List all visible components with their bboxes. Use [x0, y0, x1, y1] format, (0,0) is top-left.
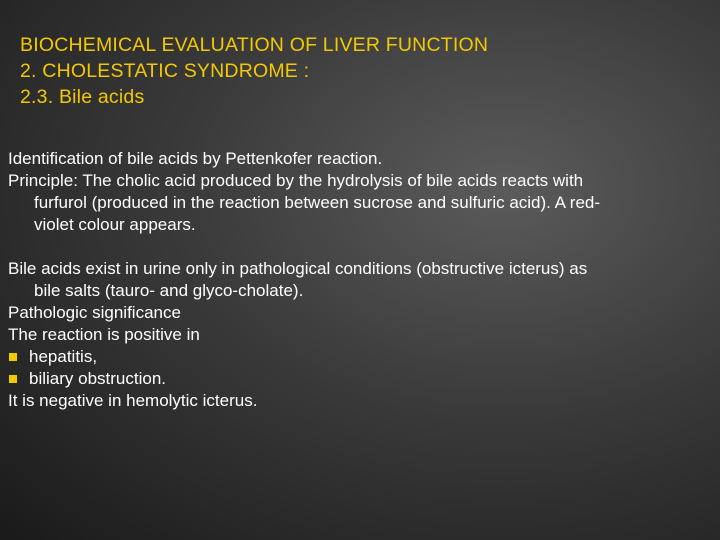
- list-item: [8, 368, 708, 390]
- pathologic-heading: Pathologic significance: [8, 303, 181, 322]
- title-line-3: 2.3. Bile acids: [20, 86, 145, 108]
- square-bullet-icon: [9, 375, 17, 383]
- bullet-text: hepatitis,: [29, 347, 98, 366]
- paragraph-spacer: [8, 236, 708, 258]
- negative-text: It is negative in hemolytic icterus.: [8, 391, 258, 410]
- principle-line-3: violet colour appears.: [34, 215, 196, 234]
- slide-body: [8, 148, 708, 412]
- slide-title: [20, 32, 488, 110]
- identification-text: Identification of bile acids by Pettenkofer reaction.: [8, 149, 383, 168]
- principle-line-1: Principle: The cholic acid produced by the hydrolysis of bile acids reacts with: [8, 171, 584, 190]
- urine-line-1: Bile acids exist in urine only in pathological conditions (obstructive icterus) as: [8, 259, 588, 278]
- bullet-text: biliary obstruction.: [29, 369, 167, 388]
- principle-line-2: furfurol (produced in the reaction between sucrose and sulfuric acid). A red-: [34, 193, 601, 212]
- positive-in-text: The reaction is positive in: [8, 325, 200, 344]
- list-item: [8, 346, 708, 368]
- square-bullet-icon: [9, 353, 17, 361]
- title-line-1: BIOCHEMICAL EVALUATION OF LIVER FUNCTION: [20, 34, 489, 56]
- urine-line-2: bile salts (tauro- and glyco-cholate).: [34, 281, 304, 300]
- title-line-2: 2. CHOLESTATIC SYNDROME :: [20, 60, 310, 82]
